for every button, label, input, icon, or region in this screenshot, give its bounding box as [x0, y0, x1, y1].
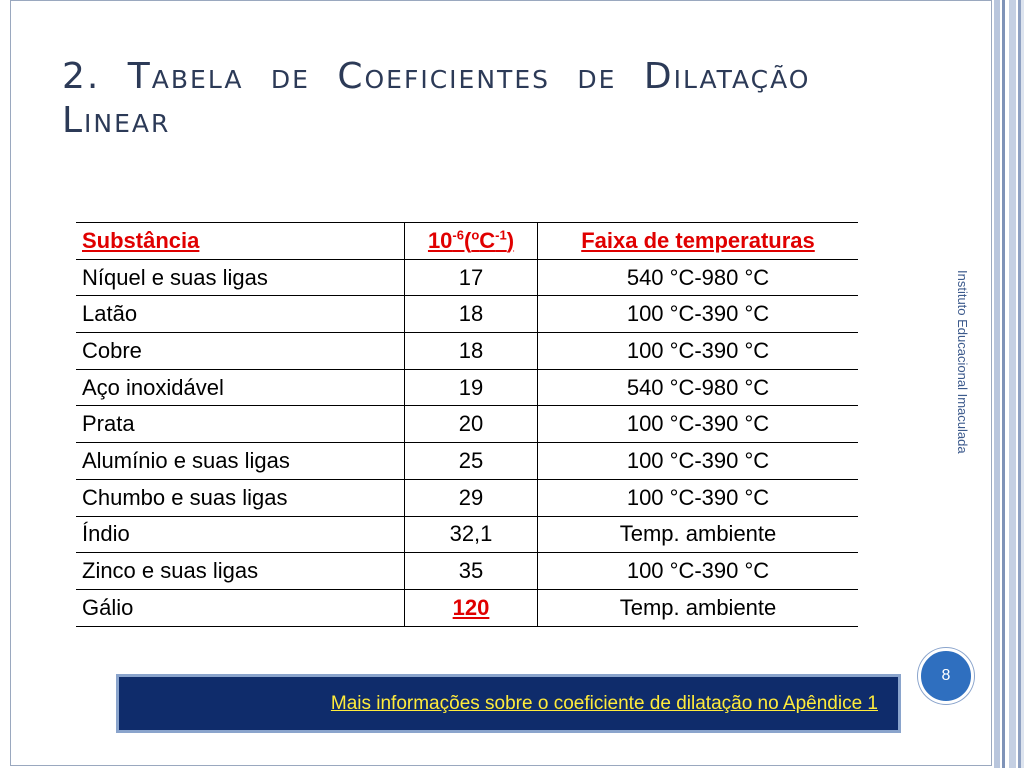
page-number-badge: 8: [918, 648, 974, 704]
cell-substance: Zinco e suas ligas: [76, 553, 405, 590]
table-header-row: [76, 223, 858, 260]
coef-exp2: -1: [495, 227, 507, 243]
header-range: Faixa de temperaturas: [538, 223, 859, 260]
info-box: [116, 674, 901, 733]
cell-range: 540 °C-980 °C: [538, 259, 859, 296]
table-row: [76, 406, 858, 443]
cell-substance: Aço inoxidável: [76, 369, 405, 406]
cell-range: Temp. ambiente: [538, 589, 859, 626]
coef-end: ): [506, 227, 515, 253]
cell-coefficient: 32,1: [405, 516, 538, 553]
table-row: [76, 479, 858, 516]
coef-unit-o: o: [471, 227, 480, 243]
table-row: [76, 333, 858, 370]
cell-substance: Prata: [76, 406, 405, 443]
cell-substance: Níquel e suas ligas: [76, 259, 405, 296]
cell-substance: Gálio: [76, 589, 405, 626]
cell-coefficient: 25: [405, 443, 538, 480]
cell-substance: Alumínio e suas ligas: [76, 443, 405, 480]
cell-substance: Cobre: [76, 333, 405, 370]
coef-unit: C: [479, 227, 496, 253]
cell-range: 100 °C-390 °C: [538, 296, 859, 333]
table-row: [76, 553, 858, 590]
appendix-link[interactable]: Mais informações sobre o coeficiente de dilatação no Apêndice 1: [330, 692, 878, 714]
cell-coefficient-highlight: 120: [405, 589, 538, 626]
cell-coefficient: 35: [405, 553, 538, 590]
coef-exp1: -6: [452, 227, 464, 243]
cell-coefficient: 18: [405, 333, 538, 370]
table-row: [76, 443, 858, 480]
table-row: [76, 369, 858, 406]
coefficient-table: [76, 222, 858, 627]
cell-range: 100 °C-390 °C: [538, 406, 859, 443]
table-row: [76, 516, 858, 553]
cell-range: 540 °C-980 °C: [538, 369, 859, 406]
table-row: [76, 259, 858, 296]
coef-base: 10: [427, 227, 453, 253]
cell-range: Temp. ambiente: [538, 516, 859, 553]
slide-title: 2. Tabela de Coeficientes de Dilatação Linear: [62, 56, 811, 141]
cell-coefficient: 18: [405, 296, 538, 333]
header-coefficient: [405, 223, 538, 260]
cell-substance: Chumbo e suas ligas: [76, 479, 405, 516]
coef-mid: (: [463, 227, 472, 253]
sidebar-institution: Instituto Educacional Imaculada: [955, 270, 970, 454]
cell-coefficient: 20: [405, 406, 538, 443]
cell-range: 100 °C-390 °C: [538, 333, 859, 370]
cell-range: 100 °C-390 °C: [538, 479, 859, 516]
cell-coefficient: 17: [405, 259, 538, 296]
header-substance: Substância: [76, 223, 405, 260]
cell-substance: Índio: [76, 516, 405, 553]
cell-coefficient: 19: [405, 369, 538, 406]
cell-coefficient: 29: [405, 479, 538, 516]
table-row: [76, 296, 858, 333]
table-row: [76, 589, 858, 626]
decorative-stripes: [992, 0, 1024, 768]
cell-range: 100 °C-390 °C: [538, 553, 859, 590]
cell-substance: Latão: [76, 296, 405, 333]
cell-range: 100 °C-390 °C: [538, 443, 859, 480]
